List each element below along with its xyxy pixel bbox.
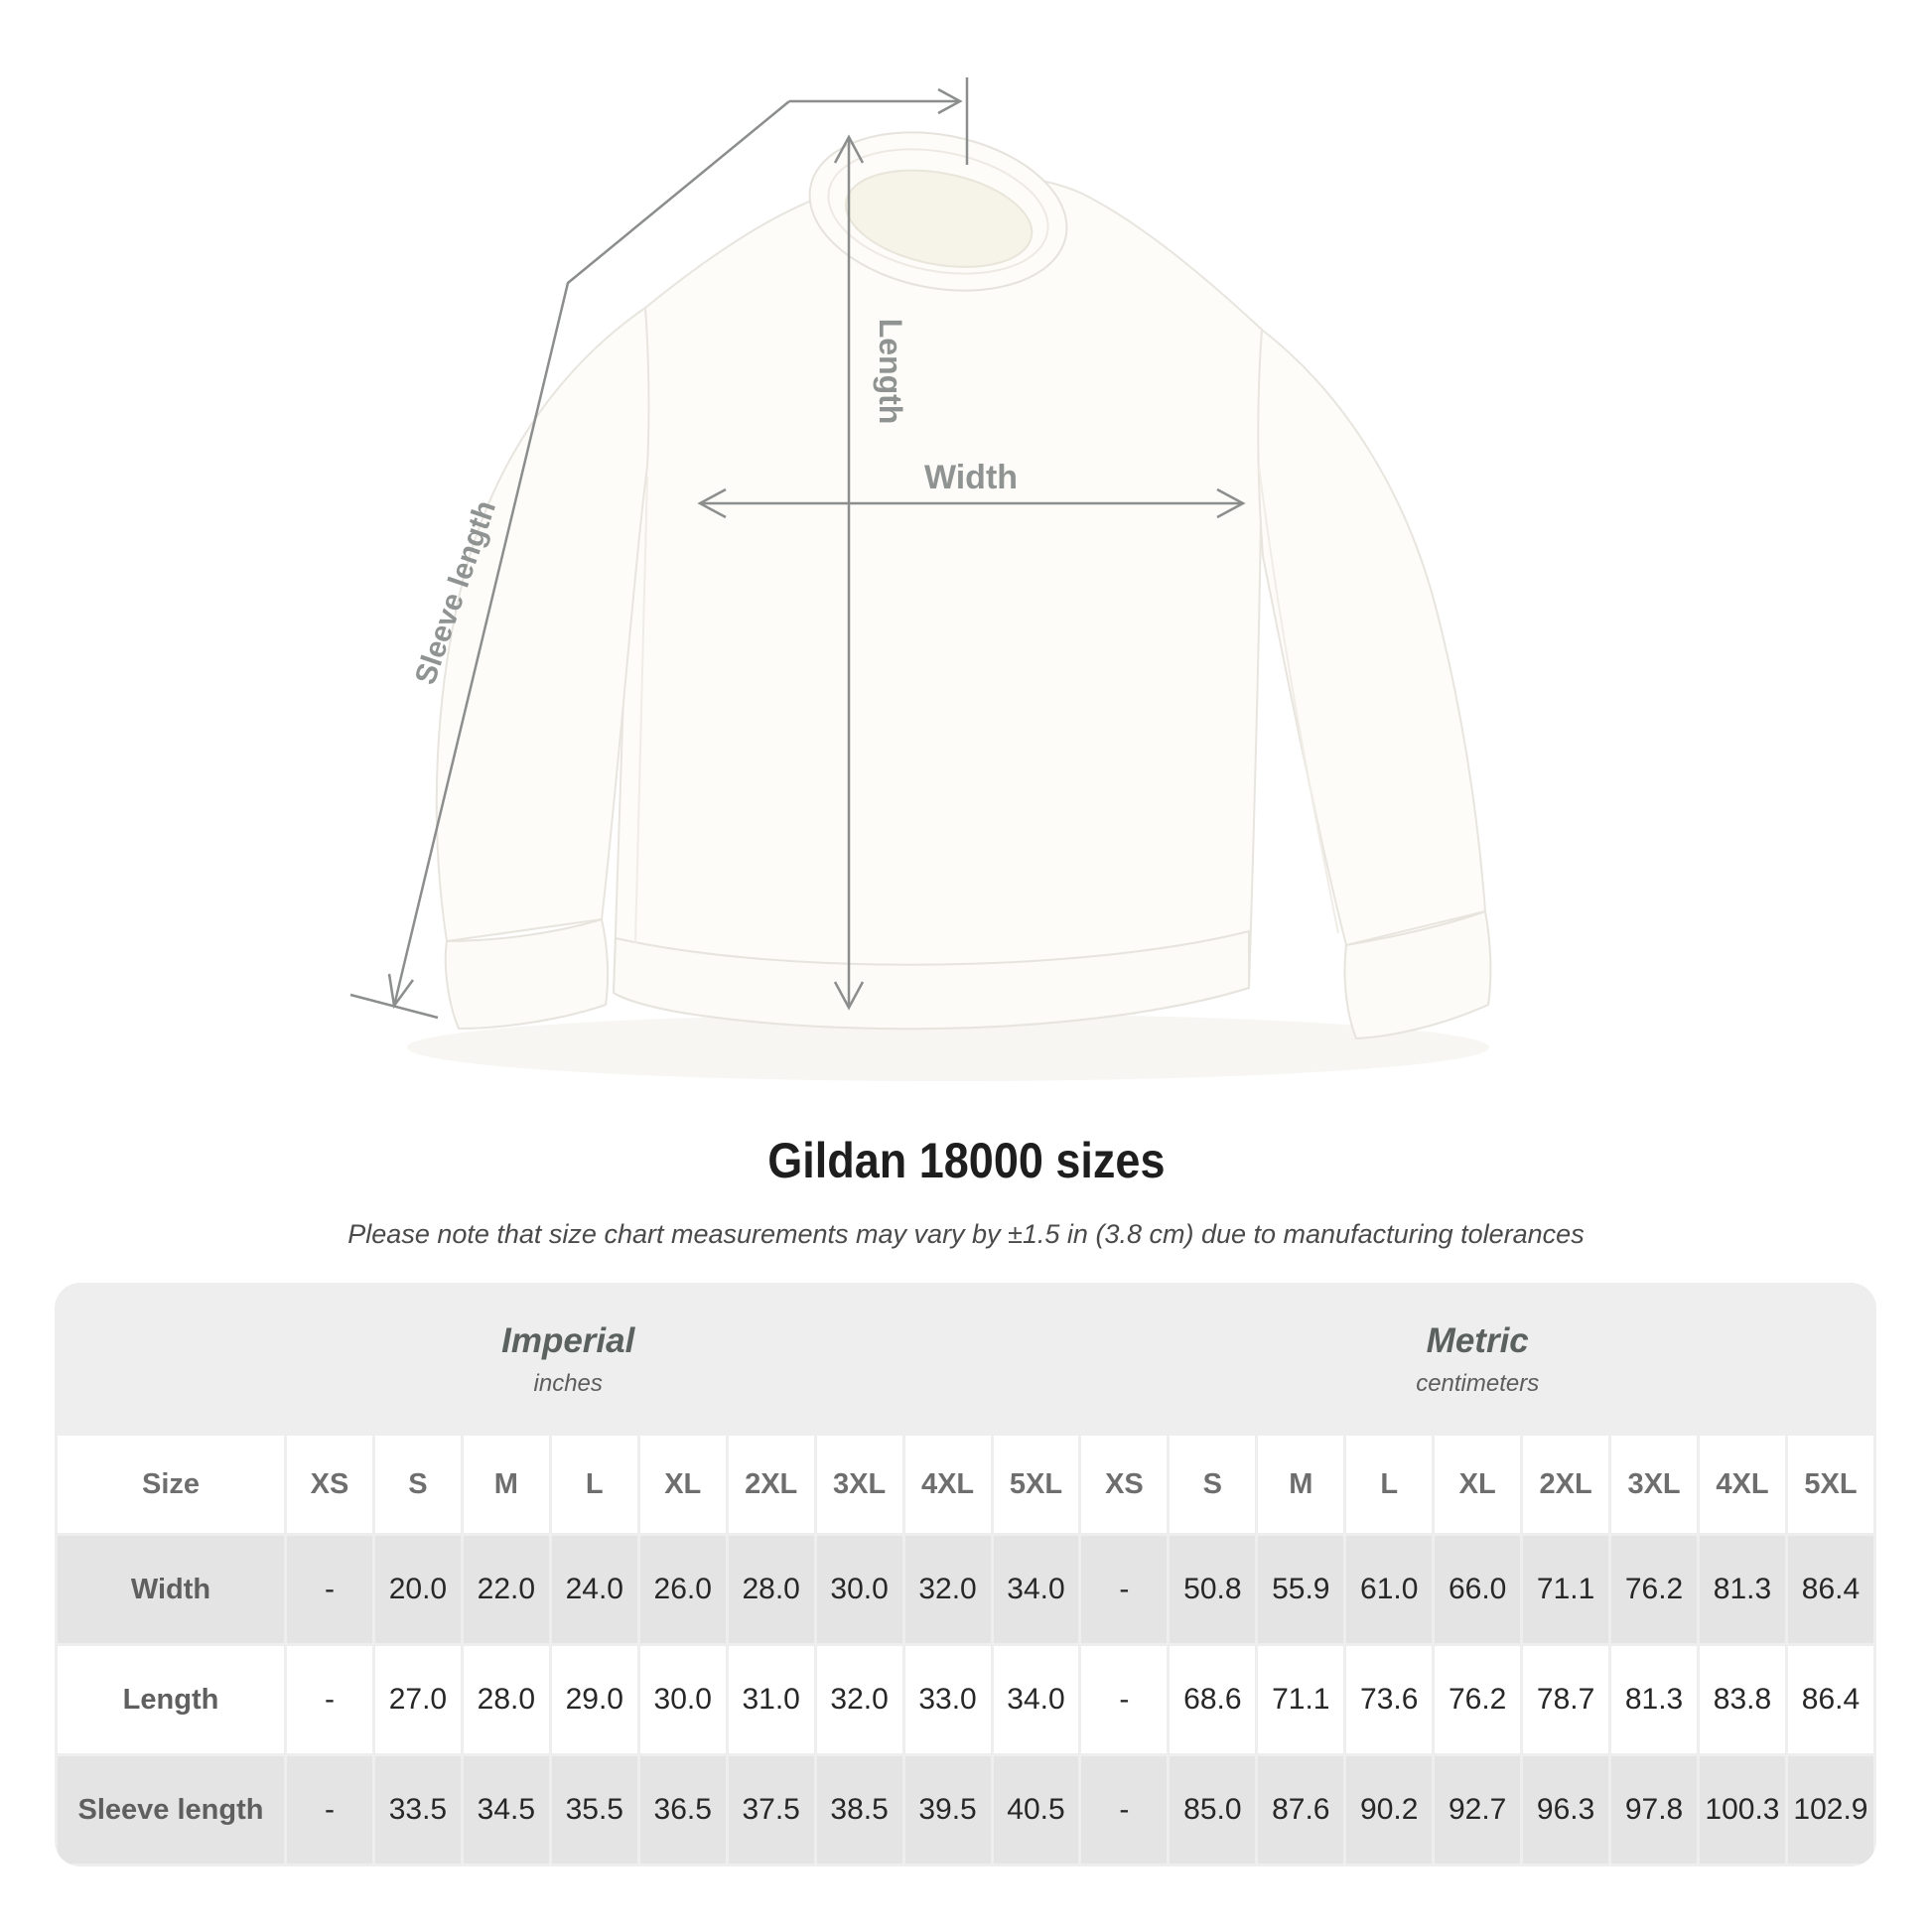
size-value-cell: 76.2 <box>1435 1646 1520 1753</box>
size-value-cell: 37.5 <box>729 1756 814 1863</box>
table-row-sleeve-length <box>58 1756 1873 1863</box>
size-value-cell: 85.0 <box>1170 1756 1255 1863</box>
size-value-cell: 81.3 <box>1611 1646 1697 1753</box>
size-value-cell: - <box>1081 1646 1167 1753</box>
size-column-header-imperial-s: S <box>375 1436 461 1533</box>
size-column-header-metric-3xl: 3XL <box>1611 1436 1697 1533</box>
left-sleeve <box>437 308 649 941</box>
size-value-cell: 81.3 <box>1700 1536 1785 1643</box>
size-column-header-metric-xl: XL <box>1435 1436 1520 1533</box>
size-value-cell: 38.5 <box>817 1756 902 1863</box>
size-chart-card <box>55 1283 1876 1866</box>
size-column-header-imperial-3xl: 3XL <box>817 1436 902 1533</box>
size-value-cell: 76.2 <box>1611 1536 1697 1643</box>
imperial-group-unit: inches <box>533 1370 603 1397</box>
size-column-header-imperial-m: M <box>464 1436 549 1533</box>
size-value-cell: - <box>287 1646 372 1753</box>
size-value-cell: 39.5 <box>905 1756 991 1863</box>
size-column-header-imperial-xl: XL <box>640 1436 726 1533</box>
size-value-cell: 34.0 <box>994 1646 1079 1753</box>
size-column-header-metric-l: L <box>1346 1436 1432 1533</box>
size-value-cell: 92.7 <box>1435 1756 1520 1863</box>
table-row-length <box>58 1646 1873 1753</box>
metric-group-header <box>1081 1286 1873 1433</box>
size-value-cell: 22.0 <box>464 1536 549 1643</box>
size-column-header-imperial-2xl: 2XL <box>729 1436 814 1533</box>
size-value-cell: 36.5 <box>640 1756 726 1863</box>
size-value-cell: 34.5 <box>464 1756 549 1863</box>
imperial-group-header <box>58 1286 1078 1433</box>
size-value-cell: 90.2 <box>1346 1756 1432 1863</box>
size-value-cell: 33.5 <box>375 1756 461 1863</box>
size-value-cell: 27.0 <box>375 1646 461 1753</box>
row-label: Sleeve length <box>58 1756 284 1863</box>
size-header-row <box>58 1436 1873 1533</box>
unit-group-row <box>58 1286 1873 1433</box>
size-value-cell: 68.6 <box>1170 1646 1255 1753</box>
size-value-cell: - <box>1081 1756 1167 1863</box>
sleeve-length-label: Sleeve length <box>408 496 503 689</box>
size-value-cell: 61.0 <box>1346 1536 1432 1643</box>
size-value-cell: 78.7 <box>1523 1646 1608 1753</box>
metric-group-title: Metric <box>1426 1321 1529 1360</box>
size-value-cell: 28.0 <box>729 1536 814 1643</box>
sweatshirt-body <box>614 174 1262 1029</box>
size-value-cell: 86.4 <box>1788 1536 1873 1643</box>
size-column-header-metric-2xl: 2XL <box>1523 1436 1608 1533</box>
size-value-cell: 29.0 <box>552 1646 637 1753</box>
size-value-cell: 32.0 <box>905 1536 991 1643</box>
width-label: Width <box>923 459 1019 496</box>
size-value-cell: 87.6 <box>1258 1756 1343 1863</box>
size-value-cell: 102.9 <box>1788 1756 1873 1863</box>
size-column-header-metric-5xl: 5XL <box>1788 1436 1873 1533</box>
size-value-cell: 34.0 <box>994 1536 1079 1643</box>
size-value-cell: 24.0 <box>552 1536 637 1643</box>
size-value-cell: 20.0 <box>375 1536 461 1643</box>
tolerance-note: Please note that size chart measurements may vary by ±1.5 in (3.8 cm) due to manufacturing tolerances <box>347 1219 1585 1249</box>
size-value-cell: 71.1 <box>1523 1536 1608 1643</box>
size-value-cell: 100.3 <box>1700 1756 1785 1863</box>
size-value-cell: 32.0 <box>817 1646 902 1753</box>
size-value-cell: 50.8 <box>1170 1536 1255 1643</box>
metric-group-unit: centimeters <box>1416 1370 1540 1397</box>
size-value-cell: 83.8 <box>1700 1646 1785 1753</box>
size-value-cell: 26.0 <box>640 1536 726 1643</box>
size-value-cell: 33.0 <box>905 1646 991 1753</box>
row-label: Width <box>58 1536 284 1643</box>
size-corner-header: Size <box>58 1436 284 1533</box>
size-value-cell: 40.5 <box>994 1756 1079 1863</box>
size-value-cell: 30.0 <box>640 1646 726 1753</box>
size-value-cell: 55.9 <box>1258 1536 1343 1643</box>
size-column-header-metric-s: S <box>1170 1436 1255 1533</box>
size-value-cell: 86.4 <box>1788 1646 1873 1753</box>
size-value-cell: 97.8 <box>1611 1756 1697 1863</box>
size-value-cell: 66.0 <box>1435 1536 1520 1643</box>
size-value-cell: - <box>287 1536 372 1643</box>
size-column-header-imperial-l: L <box>552 1436 637 1533</box>
size-value-cell: 73.6 <box>1346 1646 1432 1753</box>
size-value-cell: - <box>1081 1536 1167 1643</box>
size-column-header-metric-m: M <box>1258 1436 1343 1533</box>
size-value-cell: 31.0 <box>729 1646 814 1753</box>
size-value-cell: 30.0 <box>817 1536 902 1643</box>
size-value-cell: 35.5 <box>552 1756 637 1863</box>
page-title: Gildan 18000 sizes <box>766 1133 1166 1188</box>
size-column-header-imperial-5xl: 5XL <box>994 1436 1079 1533</box>
size-column-header-imperial-xs: XS <box>287 1436 372 1533</box>
size-column-header-metric-4xl: 4XL <box>1700 1436 1785 1533</box>
row-label: Length <box>58 1646 284 1753</box>
table-row-width <box>58 1536 1873 1643</box>
size-value-cell: 96.3 <box>1523 1756 1608 1863</box>
size-value-cell: - <box>287 1756 372 1863</box>
size-column-header-imperial-4xl: 4XL <box>905 1436 991 1533</box>
size-value-cell: 71.1 <box>1258 1646 1343 1753</box>
size-column-header-metric-xs: XS <box>1081 1436 1167 1533</box>
imperial-group-title: Imperial <box>501 1321 635 1360</box>
size-value-cell: 28.0 <box>464 1646 549 1753</box>
size-table <box>55 1283 1876 1866</box>
right-sleeve <box>1258 330 1485 945</box>
length-label: Length <box>873 318 908 425</box>
